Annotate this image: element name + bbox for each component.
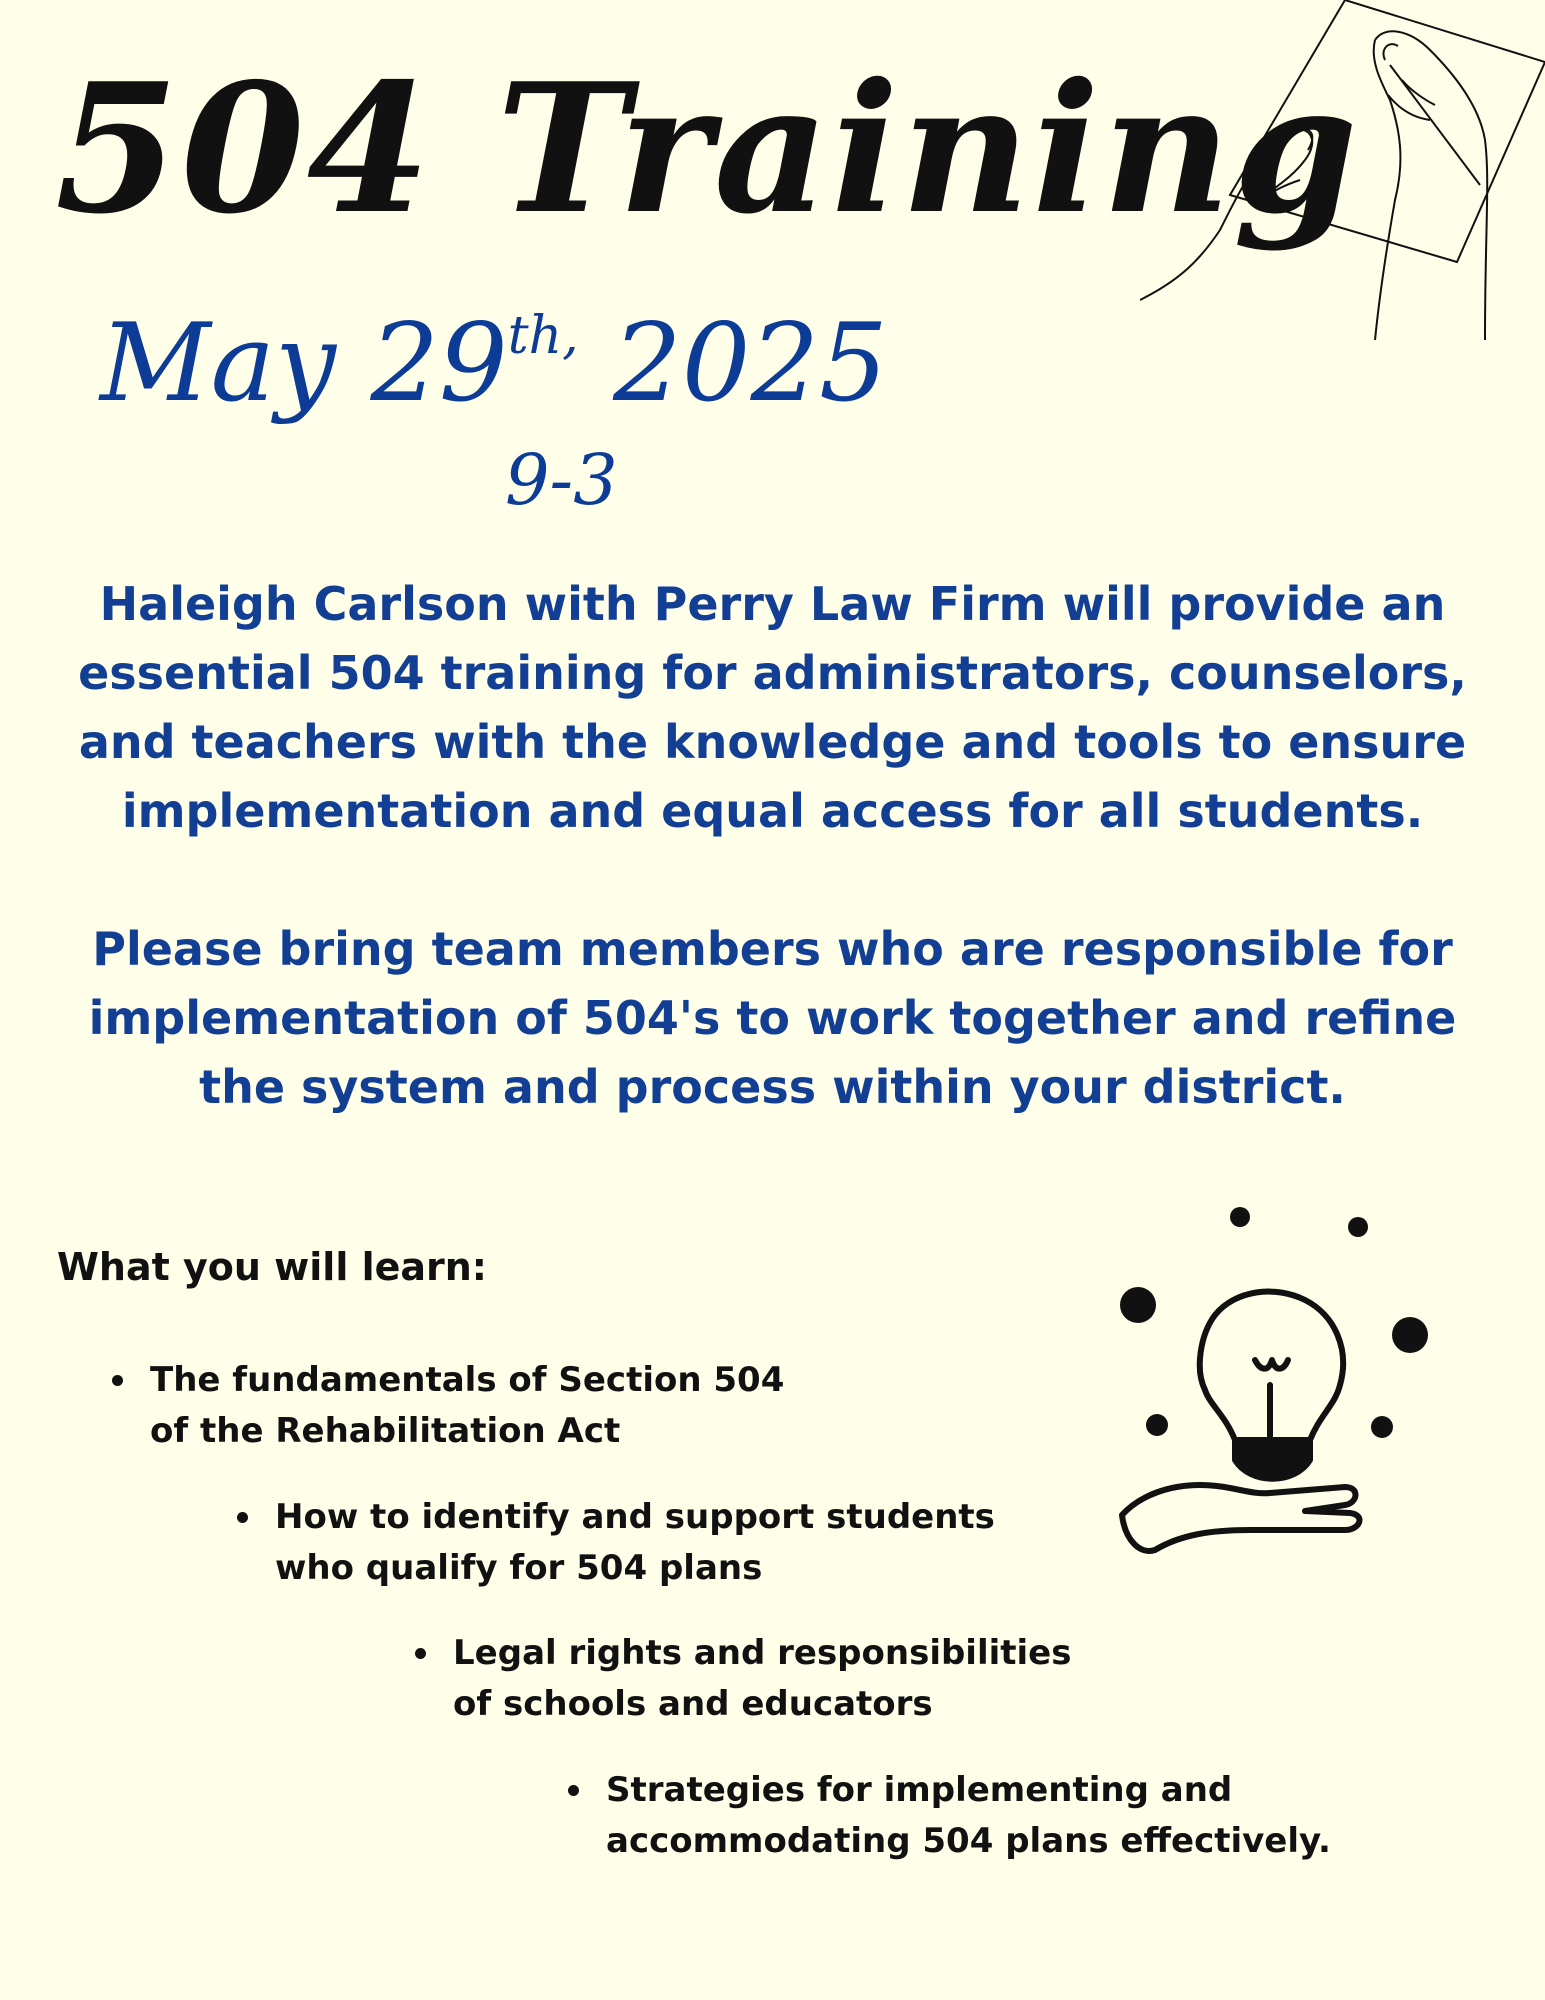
lightbulb-in-hand-icon <box>1110 1195 1440 1565</box>
list-item-line: of schools and educators <box>453 1684 933 1724</box>
page-title: 504 Training <box>55 44 1360 253</box>
date-month-day: May 29 <box>100 301 508 426</box>
bullet-icon <box>568 1785 579 1796</box>
event-time: 9-3 <box>505 439 618 521</box>
list-item-line: accommodating 504 plans effectively. <box>606 1821 1331 1861</box>
list-item-line: who qualify for 504 plans <box>275 1548 763 1588</box>
event-date <box>100 301 888 426</box>
learn-heading: What you will learn: <box>57 1245 488 1289</box>
list-item-line: Strategies for implementing and <box>606 1770 1233 1810</box>
date-ordinal: th, <box>507 306 579 366</box>
list-item <box>453 1628 1071 1730</box>
list-item <box>275 1492 995 1594</box>
hand-drawing-on-paper-icon <box>1140 0 1545 345</box>
list-item-line: How to identify and support students <box>275 1497 995 1537</box>
bullet-icon <box>112 1375 123 1386</box>
intro-paragraph: Haleigh Carlson with Perry Law Firm will provide an essential 504 training for administrators, counselors, and teachers with the knowledge and tools to ensure implementation and equal access for all students. <box>78 577 1467 838</box>
list-item-line: of the Rehabilitation Act <box>150 1411 621 1451</box>
bullet-icon <box>237 1512 248 1523</box>
list-item-line: Legal rights and responsibilities <box>453 1633 1072 1673</box>
bullet-icon <box>415 1648 426 1659</box>
date-year: 2025 <box>613 301 888 426</box>
list-item-line: The fundamentals of Section 504 <box>150 1360 785 1400</box>
list-item <box>606 1765 1331 1867</box>
list-item <box>150 1355 784 1457</box>
bring-team-paragraph: Please bring team members who are responsible for implementation of 504's to work together and refine the system and process within your district. <box>88 922 1457 1114</box>
